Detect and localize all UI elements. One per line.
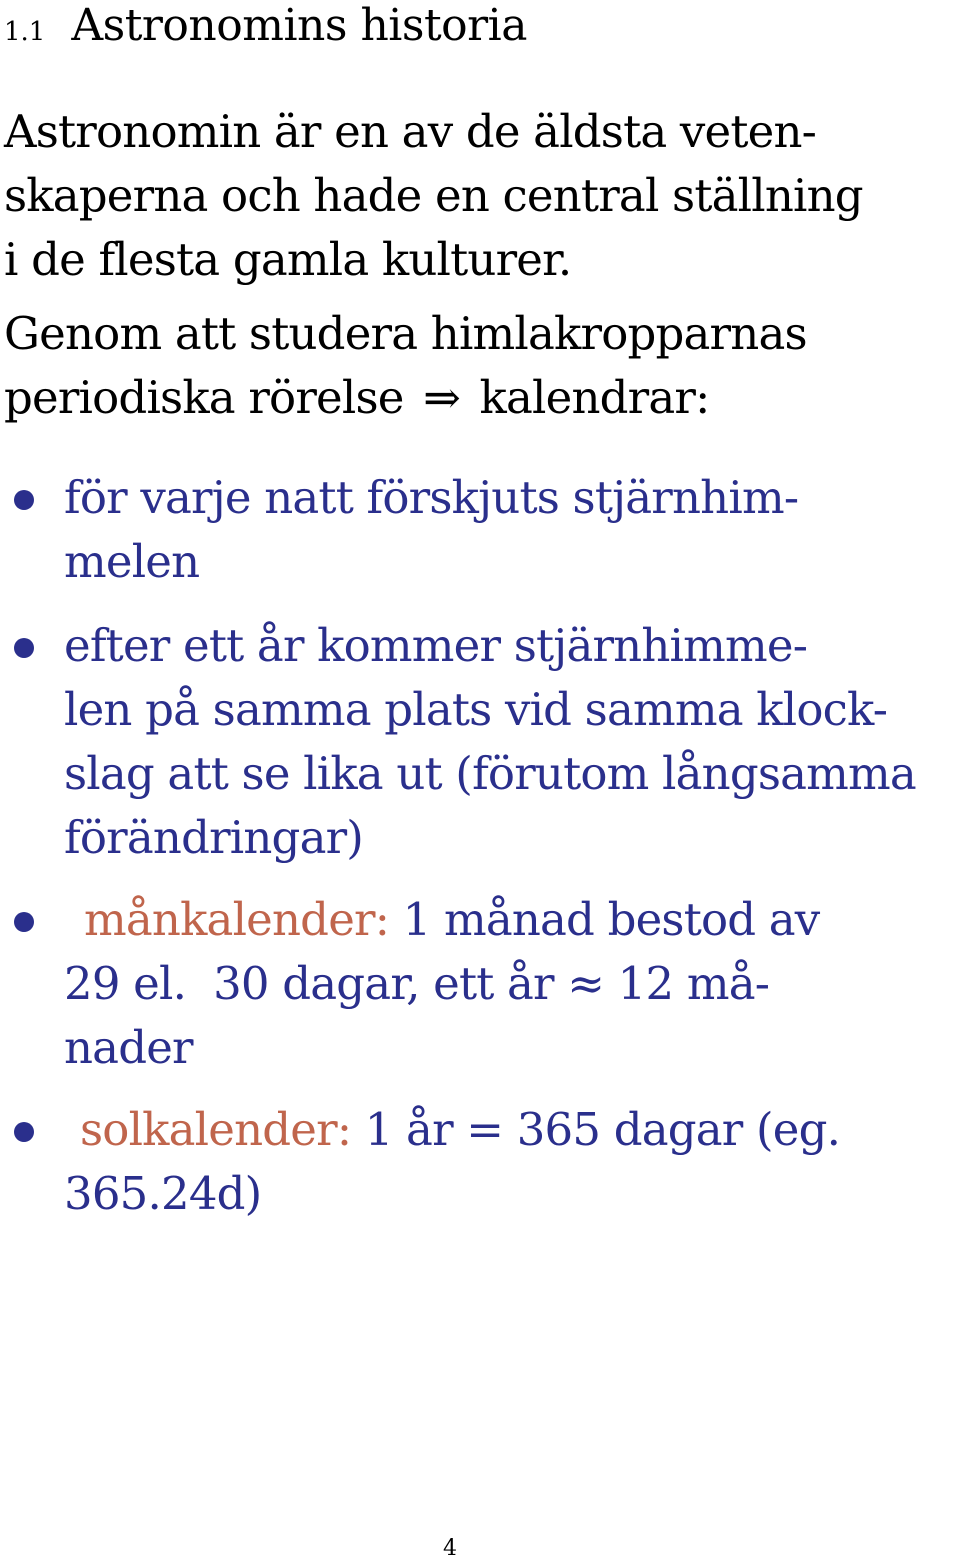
list-item-line: 365.24d) (64, 1167, 262, 1220)
term-label: solkalender: (80, 1103, 352, 1156)
list-item-text: 1 år = 365 dagar (eg. (364, 1103, 841, 1156)
section-number: 1.1 (4, 17, 46, 47)
implies-arrow-icon: ⇒ (423, 371, 461, 424)
list-item-line: 29 el. 30 dagar, ett år ≈ 12 må- (64, 957, 770, 1010)
intro-line: Astronomin är en av de äldsta veten- (4, 105, 817, 158)
intro-line: skaperna och hade en central ställning (4, 169, 863, 222)
list-item-line: nader (64, 1021, 193, 1074)
list-item (0, 614, 960, 870)
bullet-dot-icon (14, 490, 34, 510)
page-number: 4 (443, 1536, 457, 1561)
list-item-line: len på samma plats vid samma klock- (64, 683, 888, 736)
bullet-dot-icon (14, 912, 34, 932)
list-item-text: 1 månad bestod av (402, 893, 820, 946)
list-item-line: slag att se lika ut (förutom långsamma (64, 747, 916, 800)
section-heading (4, 0, 527, 50)
list-item-line: förändringar) (64, 811, 364, 864)
list-item (0, 1098, 960, 1226)
intro-text: kalendrar: (479, 371, 710, 424)
list-item-line (80, 1098, 960, 1162)
bullet-dot-icon (14, 638, 34, 658)
list-item-line: efter ett år kommer stjärnhimme- (64, 619, 808, 672)
intro-line: Genom att studera himlakropparnas (4, 307, 807, 360)
section-title: Astronomins historia (71, 0, 527, 51)
list-item-line: för varje natt förskjuts stjärnhim- (64, 471, 799, 524)
term-label: månkalender: (84, 893, 390, 946)
intro-paragraph-1 (4, 100, 904, 292)
bullet-dot-icon (14, 1122, 34, 1142)
intro-paragraph-2 (4, 302, 904, 430)
intro-text: periodiska rörelse (4, 371, 404, 424)
intro-line (4, 366, 904, 430)
intro-line: i de flesta gamla kulturer. (4, 233, 572, 286)
list-item (0, 888, 960, 1080)
list-item (0, 466, 960, 594)
list-item-line (84, 888, 960, 952)
list-item-line: melen (64, 535, 200, 588)
